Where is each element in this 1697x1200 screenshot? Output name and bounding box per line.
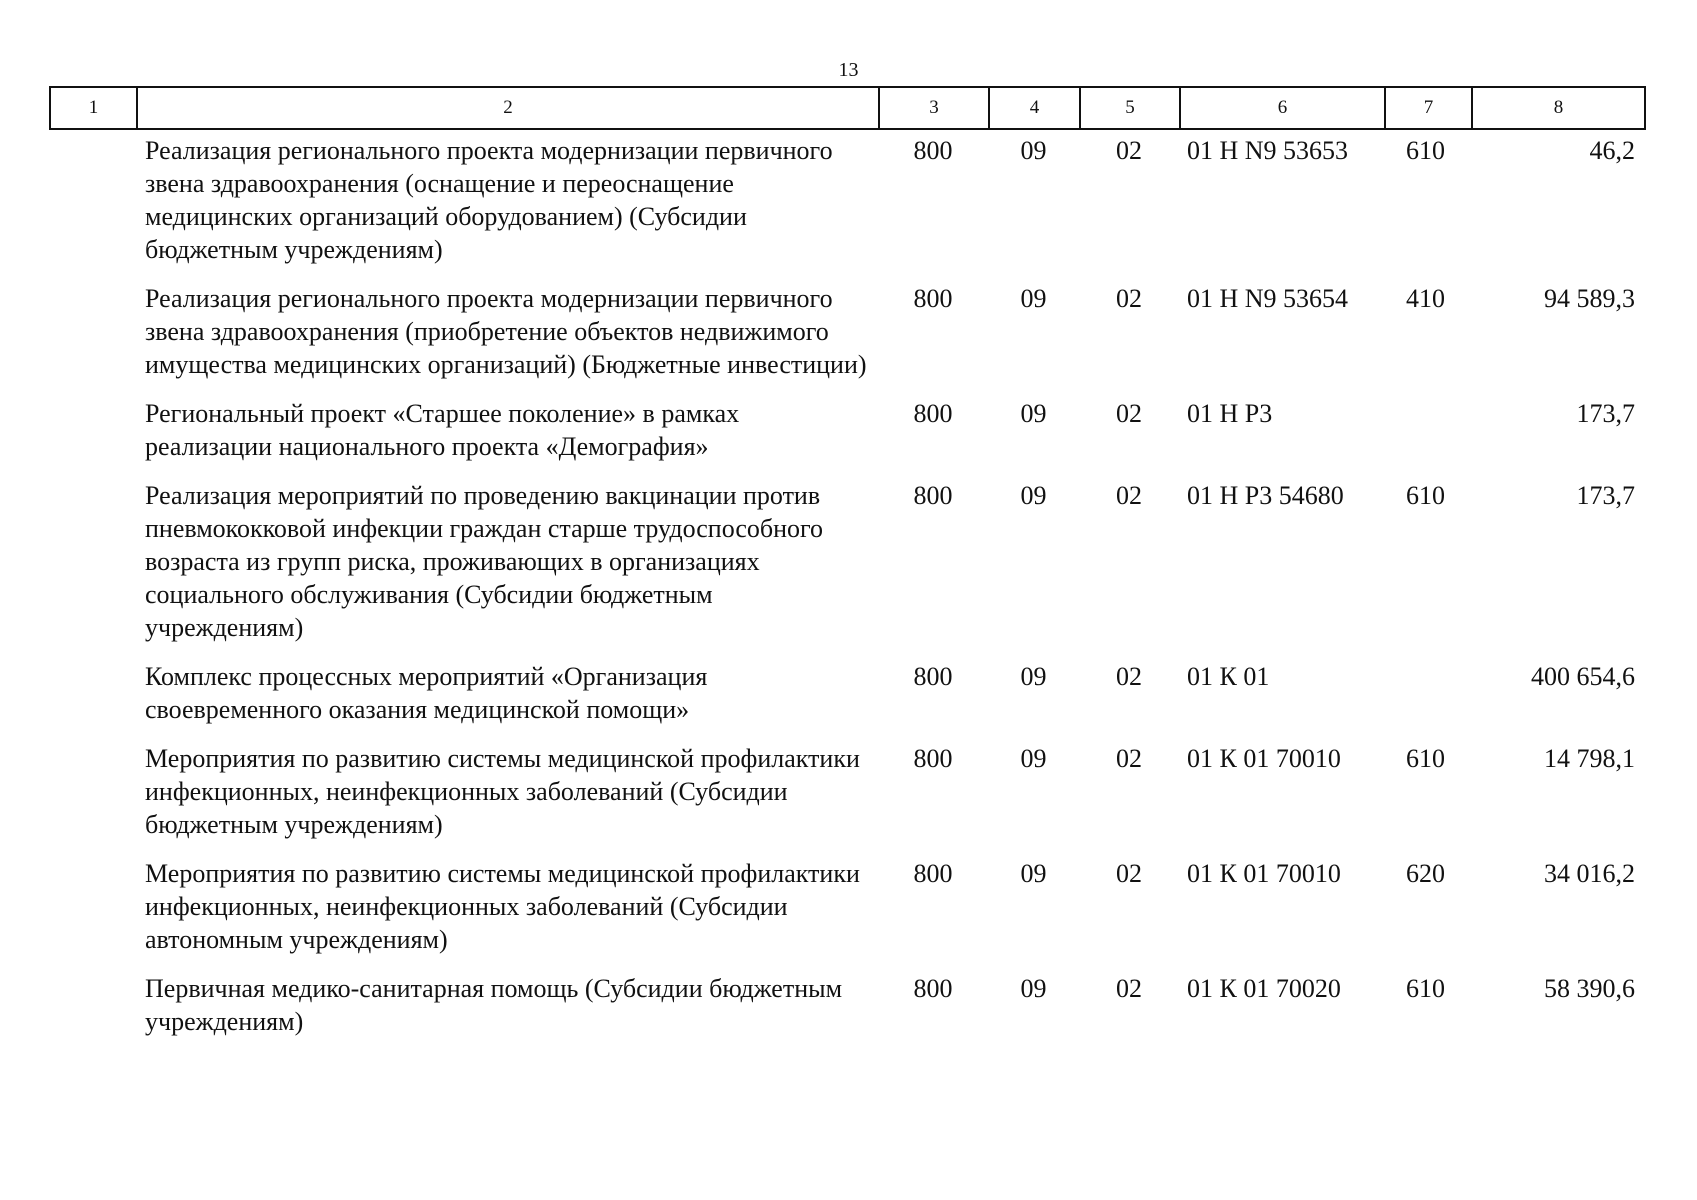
row-description: Мероприятия по развитию системы медицинской профилактики инфекционных, неинфекционных заболеваний (Субсидии автономным учреждениям) xyxy=(145,859,860,954)
row-section: 09 xyxy=(1020,399,1047,428)
row-description: Комплекс процессных мероприятий «Организация своевременного оказания медицинской помощи» xyxy=(145,662,708,724)
row-expense-type: 610 xyxy=(1406,481,1445,510)
row-amount: 173,7 xyxy=(1576,399,1635,428)
column-number-header xyxy=(49,86,1646,130)
row-section: 09 xyxy=(1020,284,1047,313)
empty-cell xyxy=(49,660,136,742)
row-description: Региональный проект «Старшее поколение» в рамках реализации национального проекта «Демография» xyxy=(145,399,740,461)
row-grbs: 800 xyxy=(913,284,953,313)
empty-cell xyxy=(49,134,136,282)
row-description: Первичная медико-санитарная помощь (Субсидии бюджетным учреждениям) xyxy=(145,974,843,1036)
row-target-article: 01 К 01 70010 xyxy=(1187,859,1341,888)
row-description: Реализация регионального проекта модернизации первичного звена здравоохранения (приобретение объектов недвижимого имущества медицинских организаций) (Бюджетные инвестиции) xyxy=(145,284,867,379)
row-section: 09 xyxy=(1020,859,1047,888)
empty-cell xyxy=(49,742,136,857)
header-cell-5: 5 xyxy=(1080,87,1180,129)
row-subsection: 02 xyxy=(1116,284,1142,313)
empty-cell xyxy=(49,479,136,660)
header-cell-1: 1 xyxy=(50,87,137,129)
empty-cell xyxy=(49,397,136,479)
empty-cell xyxy=(49,857,136,972)
table-row xyxy=(49,660,1644,742)
row-expense-type: 410 xyxy=(1406,284,1445,313)
row-grbs: 800 xyxy=(913,399,953,428)
row-subsection: 02 xyxy=(1116,662,1142,691)
row-target-article: 01 Н N9 53654 xyxy=(1187,284,1349,313)
row-amount: 58 390,6 xyxy=(1544,974,1635,1003)
header-cell-7: 7 xyxy=(1385,87,1472,129)
header-cell-4: 4 xyxy=(989,87,1080,129)
table-row xyxy=(49,134,1644,282)
row-target-article: 01 К 01 70020 xyxy=(1187,974,1341,1003)
header-cell-3: 3 xyxy=(879,87,989,129)
table-row xyxy=(49,972,1644,1054)
row-grbs: 800 xyxy=(913,136,953,165)
row-section: 09 xyxy=(1020,744,1047,773)
empty-cell xyxy=(49,282,136,397)
row-expense-type: 610 xyxy=(1406,136,1445,165)
table-row xyxy=(49,397,1644,479)
empty-cell xyxy=(49,972,136,1054)
row-amount: 173,7 xyxy=(1576,481,1635,510)
header-cell-6: 6 xyxy=(1180,87,1385,129)
row-target-article: 01 К 01 xyxy=(1187,662,1270,691)
header-cell-8: 8 xyxy=(1472,87,1645,129)
row-amount: 400 654,6 xyxy=(1531,662,1635,691)
row-subsection: 02 xyxy=(1116,744,1142,773)
row-description: Реализация регионального проекта модернизации первичного звена здравоохранения (оснащение и переоснащение медицинских организаций оборудованием) (Субсидии бюджетным учреждениям) xyxy=(145,136,833,264)
page-number: 13 xyxy=(838,59,859,81)
row-subsection: 02 xyxy=(1116,859,1142,888)
row-target-article: 01 Н Р3 54680 xyxy=(1187,481,1344,510)
table-row xyxy=(49,742,1644,857)
row-expense-type xyxy=(1384,397,1471,479)
header-row xyxy=(50,87,1645,129)
row-amount: 46,2 xyxy=(1589,136,1635,165)
row-section: 09 xyxy=(1020,974,1047,1003)
row-expense-type: 620 xyxy=(1406,859,1445,888)
table-row xyxy=(49,857,1644,972)
row-grbs: 800 xyxy=(913,859,953,888)
row-grbs: 800 xyxy=(913,481,953,510)
row-target-article: 01 Н Р3 xyxy=(1187,399,1273,428)
budget-table-body xyxy=(49,134,1644,1054)
row-subsection: 02 xyxy=(1116,136,1142,165)
row-expense-type: 610 xyxy=(1406,974,1445,1003)
row-grbs: 800 xyxy=(913,744,953,773)
row-expense-type: 610 xyxy=(1406,744,1445,773)
row-amount: 14 798,1 xyxy=(1544,744,1635,773)
header-cell-2: 2 xyxy=(137,87,879,129)
row-subsection: 02 xyxy=(1116,481,1142,510)
row-subsection: 02 xyxy=(1116,399,1142,428)
row-description: Мероприятия по развитию системы медицинской профилактики инфекционных, неинфекционных заболеваний (Субсидии бюджетным учреждениям) xyxy=(145,744,860,839)
row-subsection: 02 xyxy=(1116,974,1142,1003)
row-target-article: 01 Н N9 53653 xyxy=(1187,136,1349,165)
row-section: 09 xyxy=(1020,481,1047,510)
row-section: 09 xyxy=(1020,662,1047,691)
row-expense-type xyxy=(1384,660,1471,742)
row-section: 09 xyxy=(1020,136,1047,165)
table-row xyxy=(49,282,1644,397)
row-target-article: 01 К 01 70010 xyxy=(1187,744,1341,773)
table-row xyxy=(49,479,1644,660)
row-grbs: 800 xyxy=(913,974,953,1003)
row-description: Реализация мероприятий по проведению вакцинации против пневмококковой инфекции граждан старше трудоспособного возраста из групп риска, проживающих в организациях социального обслуживания (Субсидии бюджетным учреждениям) xyxy=(145,481,824,642)
row-amount: 94 589,3 xyxy=(1544,284,1635,313)
row-grbs: 800 xyxy=(913,662,953,691)
row-amount: 34 016,2 xyxy=(1544,859,1635,888)
